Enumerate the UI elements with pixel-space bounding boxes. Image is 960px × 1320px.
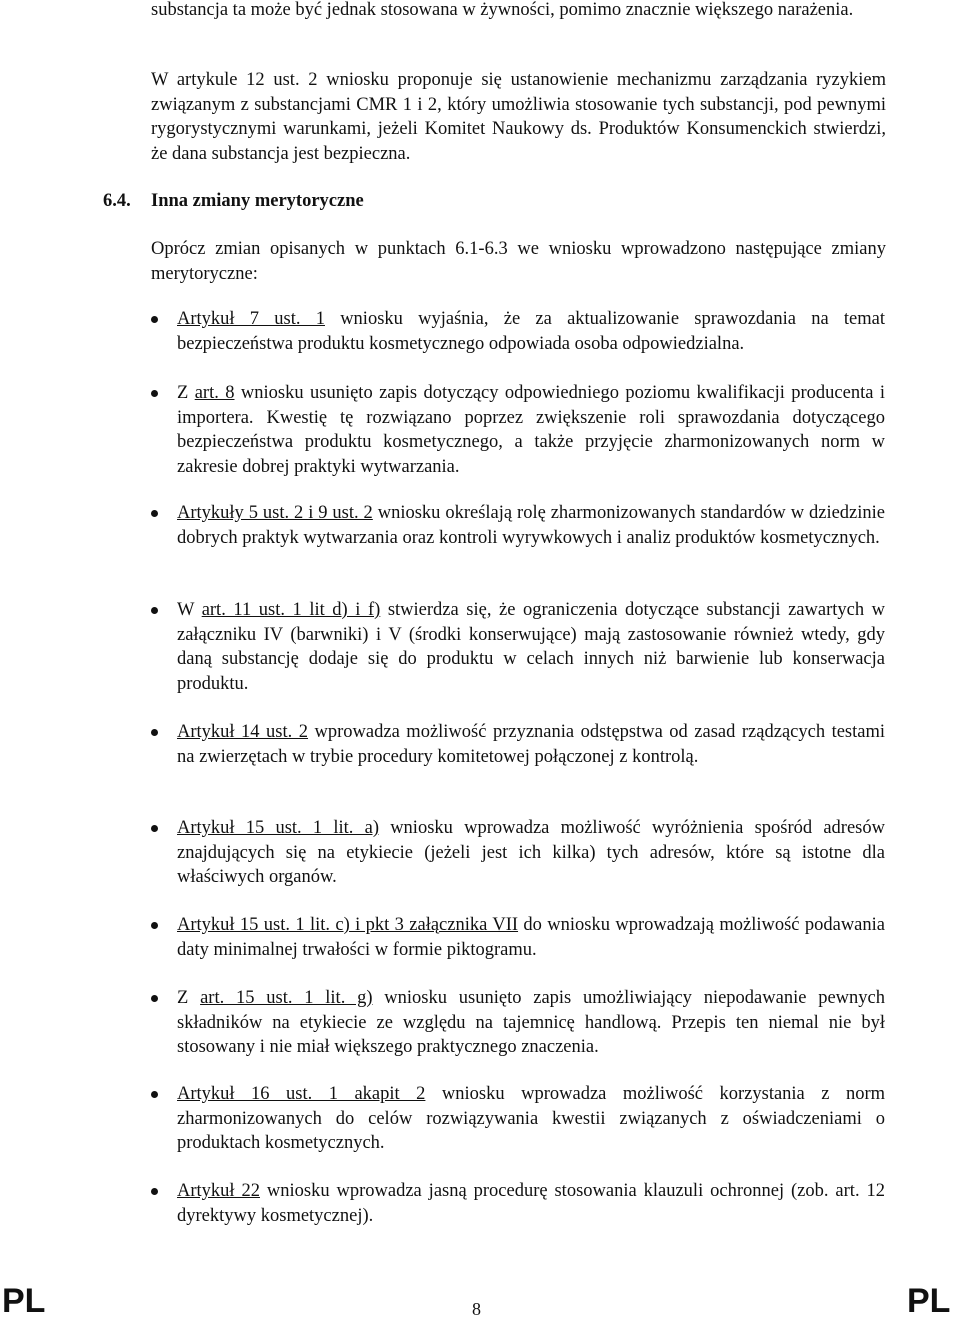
list-item: Artykuł 16 ust. 1 akapit 2 wniosku wprowadza możliwość korzystania z norm zharmonizowanych do celów rozwiązywania kwestii związanych z oświadczeniami o produktach kosmetycznych. bbox=[177, 1082, 885, 1156]
article-link[interactable]: Artykuł 15 ust. 1 lit. c) i pkt 3 załącznika VII bbox=[177, 915, 519, 935]
section-number: 6.4. bbox=[103, 191, 131, 211]
page-number: 8 bbox=[472, 1299, 481, 1319]
section-heading bbox=[103, 189, 364, 214]
article-link[interactable]: art. 11 ust. 1 lit d) i f) bbox=[201, 600, 381, 620]
list-item: Artykuł 15 ust. 1 lit. a) wniosku wprowadza możliwość wyróżnienia spośród adresów znajdujących się na etykiecie (jeżeli jest ich kilka) tych adresów, które są istotne dla właściwych organów. bbox=[177, 816, 885, 890]
section-intro: Oprócz zmian opisanych w punktach 6.1-6.3 we wniosku wprowadzono następujące zmiany merytoryczne: bbox=[151, 239, 886, 284]
list-item: Artykuły 5 ust. 2 i 9 ust. 2 wniosku określają rolę zharmonizowanych standardów w dziedzinie dobrych praktyk wytwarzania oraz kontroli wyrywkowych i analiz produktów kosmetycznych. bbox=[177, 501, 885, 550]
cmr-paragraph: W artykule 12 ust. 2 wniosku proponuje się ustanowienie mechanizmu zarządzania ryzykiem związanym z substancjami CMR 1 i 2, który umożliwia stosowanie tych substancji, pod pewnymi rygorystycznymi warunkami, jeżeli Komitet Naukowy ds. Produktów Konsumenckich stwierdzi, że dana substancja jest bezpieczna. bbox=[151, 70, 886, 164]
list-item: W art. 11 ust. 1 lit d) i f) stwierdza się, że ograniczenia dotyczące substancji zawartych w załączniku IV (barwniki) i V (środki konserwujące) mają zastosowanie również wtedy, gdy daną substancję dodaje się do produktu w celach innych niż barwienie lub konserwacja produktu. bbox=[177, 598, 885, 696]
list-item: Artykuł 14 ust. 2 wprowadza możliwość przyznania odstępstwa od zasad rządzących testami na zwierzętach w trybie procedury komitetowej połączonej z kontrolą. bbox=[177, 720, 885, 769]
article-link[interactable]: art. 8 bbox=[194, 383, 235, 403]
intro-paragraph: substancja ta może być jednak stosowana w żywności, pomimo znacznie większego narażenia. bbox=[151, 0, 854, 20]
section-title: Inna zmiany merytoryczne bbox=[151, 191, 364, 211]
list-item: Artykuł 22 wniosku wprowadza jasną procedurę stosowania klauzuli ochronnej (zob. art. 12 dyrektywy kosmetycznej). bbox=[177, 1179, 885, 1228]
article-link[interactable]: Artykuł 16 ust. 1 akapit 2 bbox=[177, 1084, 426, 1104]
list-item: Artykuł 15 ust. 1 lit. c) i pkt 3 załącznika VII do wniosku wprowadzają możliwość podawania daty minimalnej trwałości w formie piktogramu. bbox=[177, 913, 885, 962]
footer-language-left: PL bbox=[2, 1282, 46, 1320]
article-link[interactable]: Artykuł 7 ust. 1 bbox=[177, 309, 325, 329]
article-link[interactable]: Artykuł 22 bbox=[177, 1181, 260, 1201]
article-link[interactable]: Artykuł 14 ust. 2 bbox=[177, 722, 309, 742]
article-link[interactable]: art. 15 ust. 1 lit. g) bbox=[200, 988, 373, 1008]
article-link[interactable]: Artykuły 5 ust. 2 i 9 ust. 2 bbox=[177, 503, 373, 523]
footer-language-right: PL bbox=[907, 1282, 951, 1320]
list-item: Artykuł 7 ust. 1 wniosku wyjaśnia, że za aktualizowanie sprawozdania na temat bezpieczeństwa produktu kosmetycznego odpowiada osoba odpowiedzialna. bbox=[177, 307, 885, 356]
article-link[interactable]: Artykuł 15 ust. 1 lit. a) bbox=[177, 818, 379, 838]
list-item: Z art. 8 wniosku usunięto zapis dotyczący odpowiedniego poziomu kwalifikacji producenta i importera. Kwestię tę rozwiązano poprzez zwiększenie roli sprawozdania dotyczącego bezpieczeństwa produktu kosmetycznego, a także przyjęcie zharmonizowanych norm w zakresie dobrej praktyki wytwarzania. bbox=[177, 381, 885, 479]
list-item: Z art. 15 ust. 1 lit. g) wniosku usunięto zapis umożliwiający niepodawanie pewnych składników na etykiecie ze względu na tajemnicę handlową. Przepis ten niemal nie był stosowany i nie miał większego praktycznego znaczenia. bbox=[177, 986, 885, 1060]
